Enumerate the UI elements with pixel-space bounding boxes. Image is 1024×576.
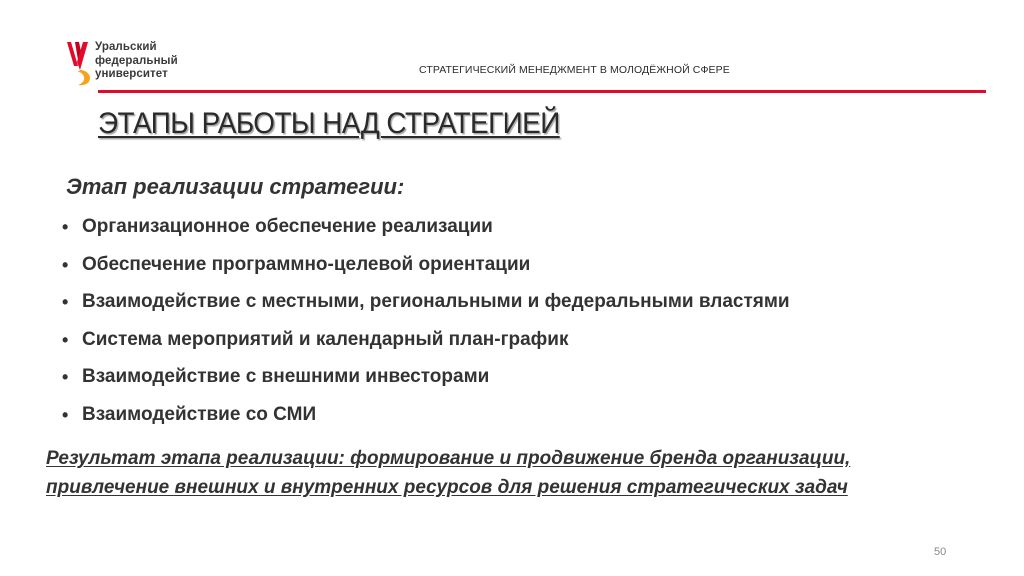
bullet-icon: • <box>62 367 69 388</box>
list-item <box>62 212 790 250</box>
logo-line-3: университет <box>95 68 168 80</box>
list-item <box>62 400 790 438</box>
result-line-1: Результат этапа реализации: формирование и продвижение бренда организации, <box>46 448 851 469</box>
stage-result <box>46 444 850 502</box>
logo-line-2: федеральный <box>95 54 178 67</box>
logo-line-1: Уральский <box>95 41 157 53</box>
bullet-icon: • <box>62 217 69 237</box>
list-item-text: Взаимодействие с местными, региональными и федеральными властями <box>82 291 790 313</box>
bullet-icon: • <box>62 292 69 313</box>
university-logo <box>66 40 196 88</box>
page-number: 50 <box>934 546 947 558</box>
list-item-text: Взаимодействие с внешними инвесторами <box>82 366 490 388</box>
bullet-icon: • <box>62 329 69 350</box>
list-item <box>62 362 790 400</box>
list-item <box>62 325 790 363</box>
header-divider <box>98 90 986 93</box>
stage-heading: Этап реализации стратегии: <box>66 174 405 199</box>
list-item <box>62 250 790 288</box>
logo-text <box>95 41 178 82</box>
list-item-text: Система мероприятий и календарный план-график <box>82 328 569 350</box>
list-item <box>62 287 790 325</box>
slide-title: ЭТАПЫ РАБОТЫ НАД СТРАТЕГИЕЙ <box>98 107 560 140</box>
urfu-logo-mark-icon <box>66 40 92 86</box>
course-subject: СТРАТЕГИЧЕСКИЙ МЕНЕДЖМЕНТ В МОЛОДЁЖНОЙ СФЕРЕ <box>419 64 730 76</box>
result-line-2: привлечение внешних и внутренних ресурсов для решения стратегических задач <box>46 477 848 498</box>
list-item-text: Организационное обеспечение реализации <box>82 216 493 237</box>
stage-bullet-list <box>62 212 790 438</box>
list-item-text: Обеспечение программно-целевой ориентации <box>82 253 531 275</box>
list-item-text: Взаимодействие со СМИ <box>82 403 317 425</box>
bullet-icon: • <box>62 404 69 425</box>
bullet-icon: • <box>62 254 69 275</box>
